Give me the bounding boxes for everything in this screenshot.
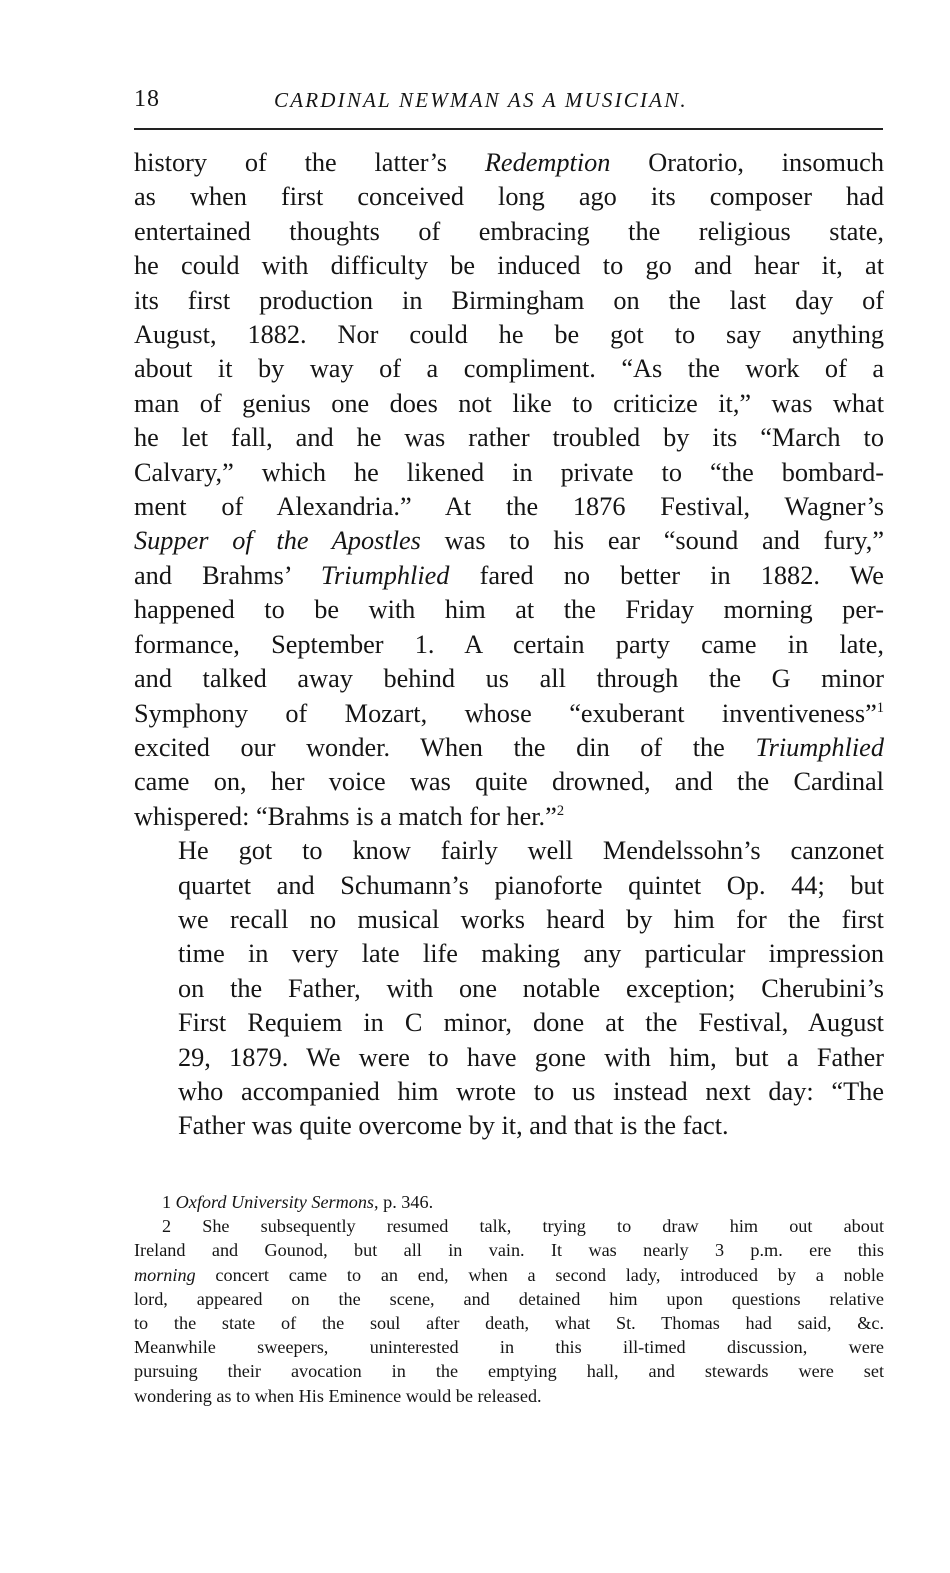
italic-text: Supper of the Apostles (134, 526, 421, 556)
text-line: we recall no musical works heard by him for the first (178, 904, 884, 934)
text-line: happened to be with him at the Friday morning per- (134, 595, 884, 625)
text-line: and Brahms’ Triumphlied fared no better in 1882. We (134, 560, 884, 590)
text-line: Symphony of Mozart, whose “exuberant inventiveness”$^1$ (134, 698, 884, 728)
footnote-1 (134, 1190, 884, 1214)
header-rule (134, 128, 883, 130)
text-line: wondering as to when His Eminence would be released. (134, 1385, 542, 1406)
italic-text: Oxford University Sermons (175, 1192, 374, 1212)
running-head: CARDINAL NEWMAN AS A MUSICIAN. (274, 88, 688, 112)
text-line: about it by way of a compliment. “As the work of a (134, 354, 884, 384)
text-line: First Requiem in C minor, done at the Festival, August (178, 1008, 884, 1038)
footnote-marker: 2 (556, 802, 565, 819)
text-line: formance, September 1. A certain party came in late, (134, 629, 884, 659)
text-line: he let fall, and he was rather troubled by its “March to (134, 423, 884, 453)
text-line: Father was quite overcome by it, and that is the fact. (178, 1111, 729, 1141)
text-line: Supper of the Apostles was to his ear “sound and fury,” (134, 526, 884, 556)
italic-text: Triumphlied (755, 732, 884, 762)
text-line: excited our wonder. When the din of the Triumphlied (134, 732, 884, 762)
paragraph-2 (134, 834, 884, 1144)
footnote-marker: 1 (876, 699, 884, 716)
text-line: and talked away behind us all through the G minor (134, 664, 884, 694)
text-line: He got to know fairly well Mendelssohn’s canzonet (178, 836, 884, 866)
paragraph-1 (134, 146, 884, 834)
text-line: came on, her voice was quite drowned, and the Cardinal (134, 767, 884, 797)
text-line: August, 1882. Nor could he be got to say anything (134, 320, 884, 350)
text-line: time in very late life making any particular impression (178, 939, 884, 969)
text-line: quartet and Schumann’s pianoforte quintet Op. 44; but (178, 870, 884, 900)
text-line: as when first conceived long ago its composer had (134, 182, 884, 212)
text-line: its first production in Birmingham on the last day of (134, 285, 884, 315)
text-line: to the state of the soul after death, what St. Thomas had said, &c. (134, 1313, 884, 1334)
text-line: Meanwhile sweepers, uninterested in this ill-timed discussion, were (134, 1337, 884, 1358)
page-number: 18 (134, 86, 160, 112)
italic-text: Triumphlied (320, 560, 450, 590)
text-line: 1 Oxford University Sermons, p. 346. (162, 1192, 434, 1212)
text-line: 29, 1879. We were to have gone with him, but a Father (178, 1042, 884, 1072)
text-line: who accompanied him wrote to us instead next day: “The (178, 1076, 884, 1106)
text-line: 2 She subsequently resumed talk, trying to draw him out about (162, 1216, 884, 1237)
footnotes (134, 1190, 884, 1408)
text-line: ment of Alexandria.” At the 1876 Festival, Wagner’s (134, 492, 884, 522)
text-line: morning concert came to an end, when a second lady, introduced by a noble (134, 1264, 884, 1285)
footnote-2 (134, 1214, 884, 1408)
body-text (134, 146, 884, 1144)
italic-text: morning (134, 1264, 196, 1285)
text-line: whispered: “Brahms is a match for her.”$^2$ (134, 801, 565, 831)
text-line: entertained thoughts of embracing the religious state, (134, 216, 884, 246)
text-line: lord, appeared on the scene, and detained him upon questions relative (134, 1288, 884, 1309)
text-line: Calvary,” which he likened in private to “the bombard- (134, 457, 884, 487)
text-line: pursuing their avocation in the emptying hall, and stewards were set (134, 1361, 884, 1382)
text-line: he could with difficulty be induced to go and hear it, at (134, 251, 884, 281)
text-line: on the Father, with one notable exception; Cherubini’s (178, 973, 884, 1003)
text-line: history of the latter’s Redemption Oratorio, insomuch (134, 148, 884, 177)
page-header (134, 86, 884, 116)
italic-text: Redemption (484, 148, 611, 177)
text-line: Ireland and Gounod, but all in vain. It was nearly 3 p.m. ere this (134, 1240, 884, 1261)
text-line: man of genius one does not like to criticize it,” was what (134, 388, 884, 418)
